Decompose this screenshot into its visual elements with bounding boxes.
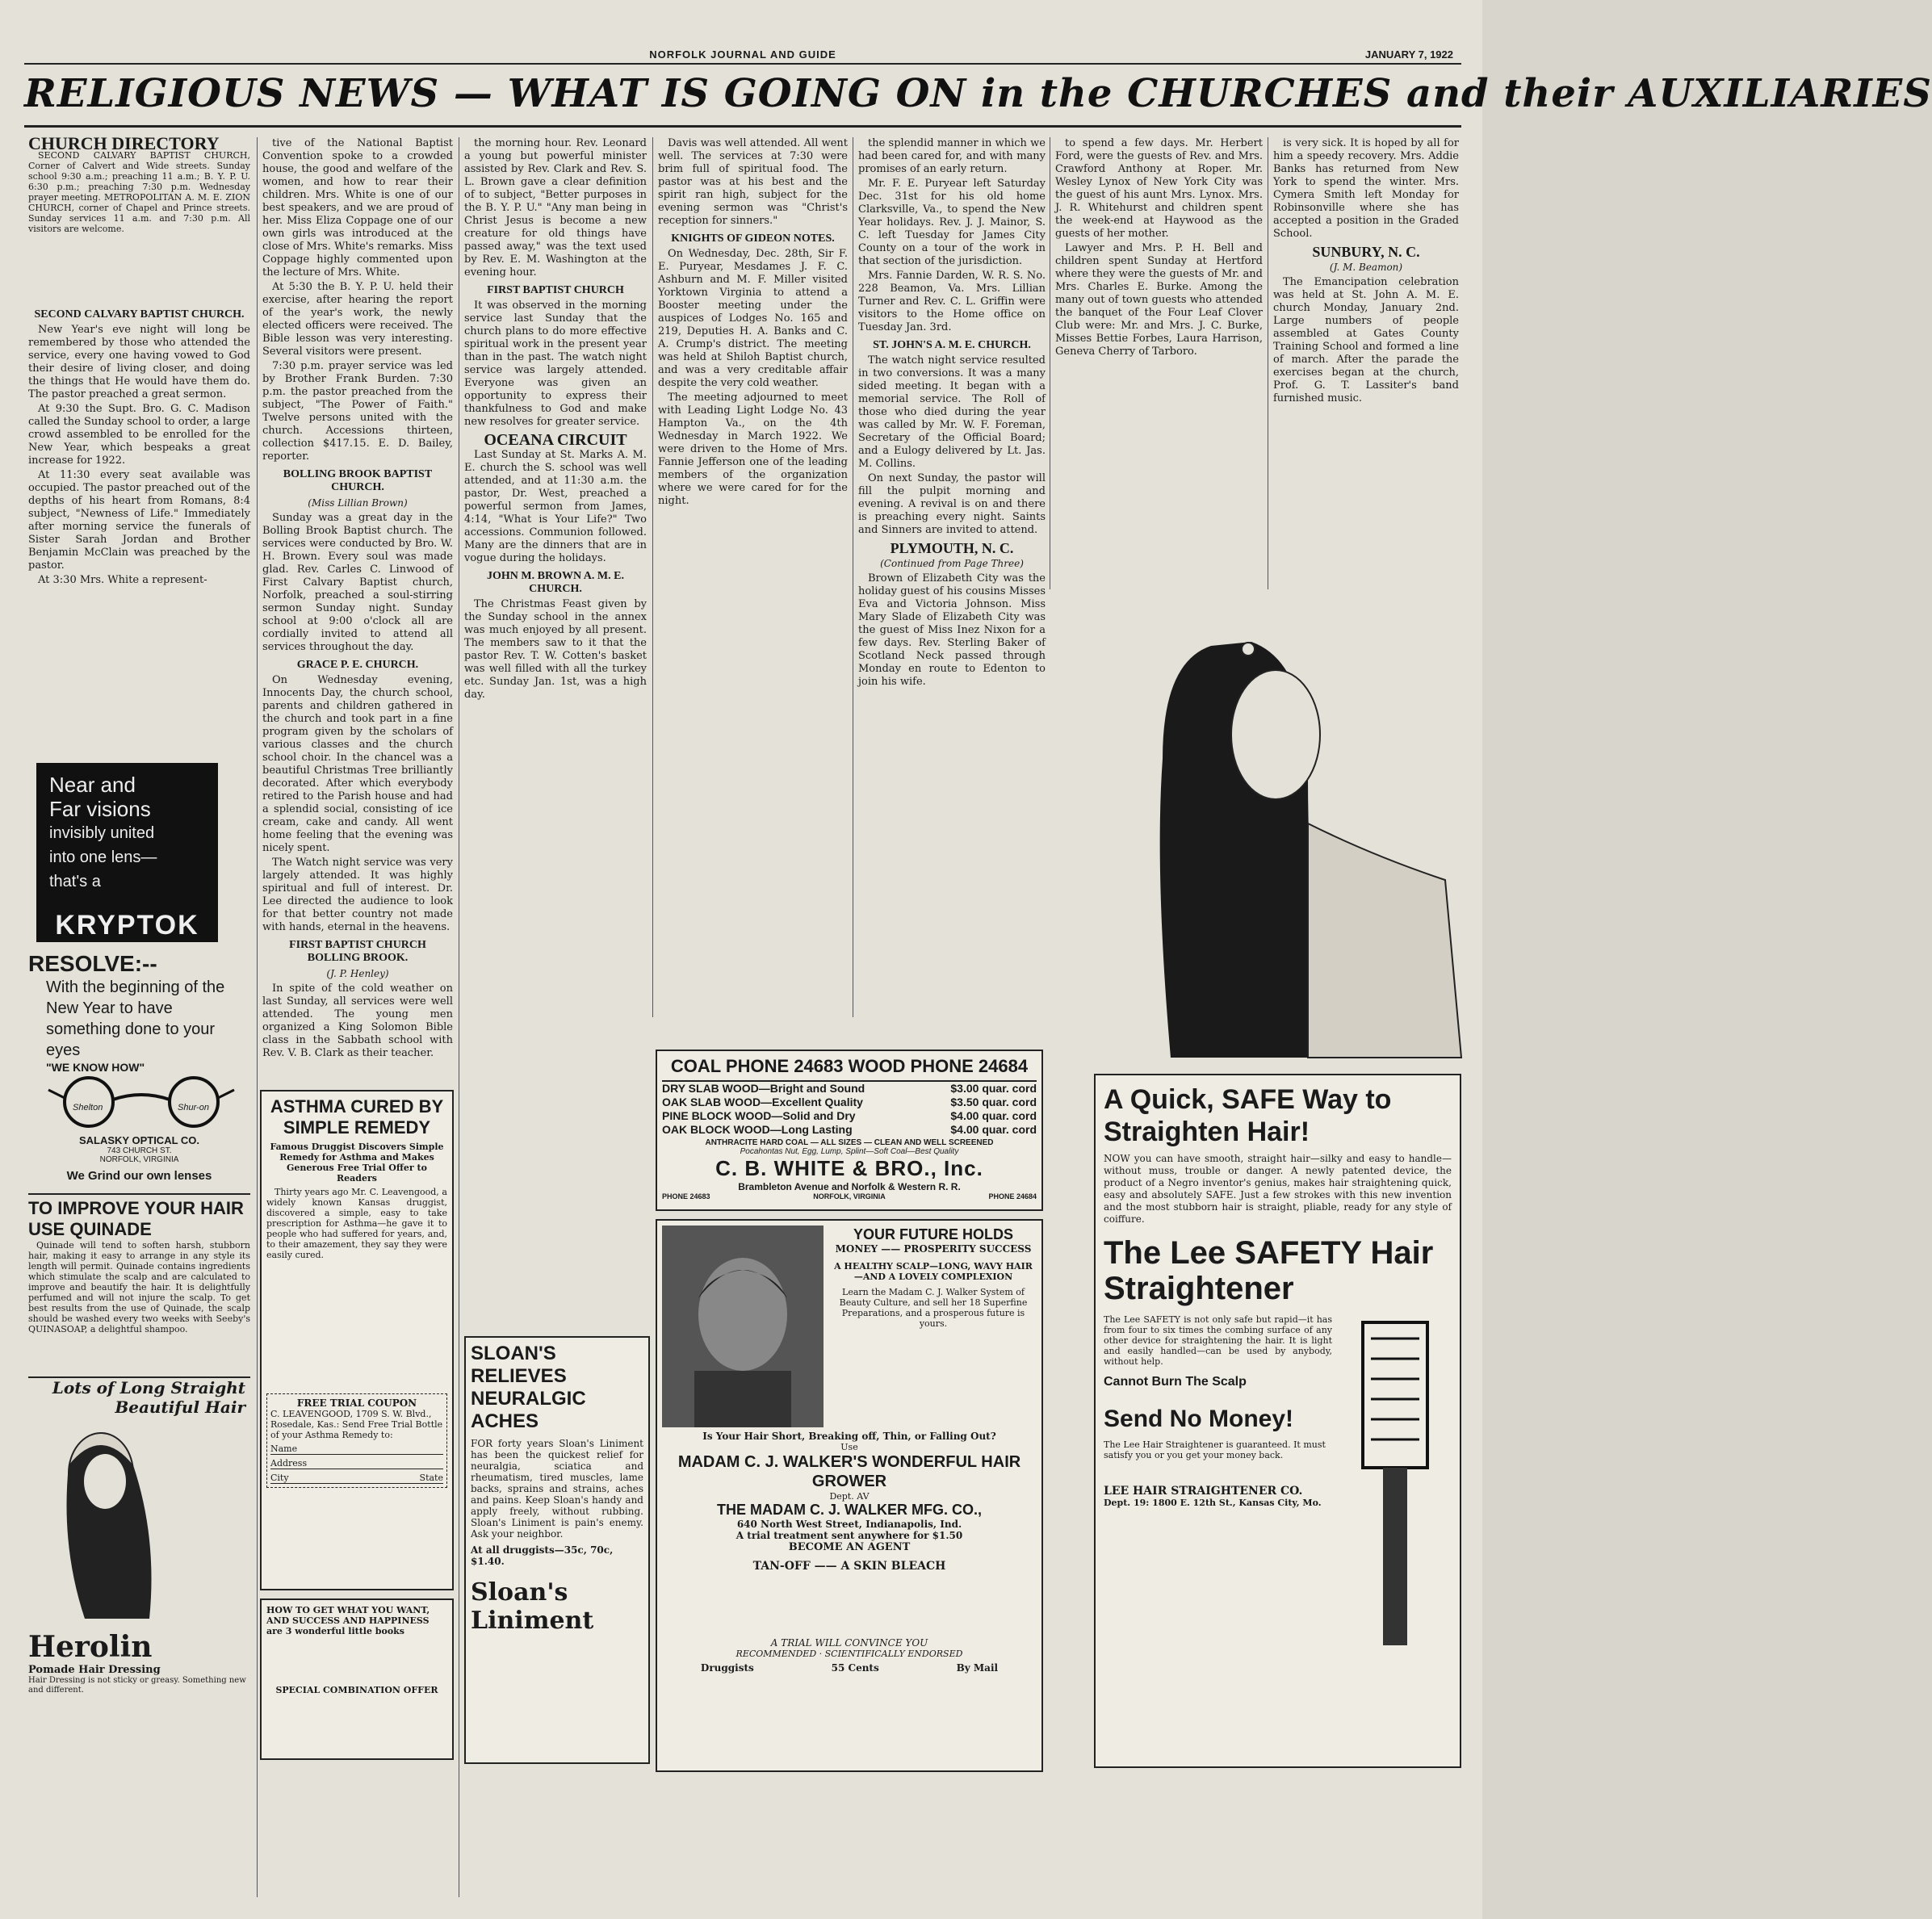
article-paragraph: The Watch night service was very largely attended. It was highly spiritual and full of interest. Dr. Lee directed the audience to look for that better country not made with hands, eternal in the heavens.	[262, 857, 453, 933]
walker-address: 640 North West Street, Indianapolis, Ind.	[736, 1519, 962, 1530]
walker-druggists: Druggists	[700, 1662, 754, 1674]
asthma-ad	[260, 1090, 454, 1590]
article-paragraph: The Emancipation celebration was held at St. John A. M. E. church Monday, January 2nd. Large numbers of people assembled at Gates County Training School and formed a line of march. After the parade the exercises began at the church, Prof. G. T. Lassiter's band furnished music.	[1273, 276, 1459, 404]
sloans-ad	[464, 1336, 650, 1764]
lee-burn: Cannot Burn The Scalp	[1104, 1375, 1247, 1389]
coal-phone: PHONE 24683	[662, 1192, 710, 1200]
article-paragraph: At 9:30 the Supt. Bro. G. C. Madison called the Sunday school to order, a large crowd assembled to be enrolled for the New Year, which bespeaks a great increase for 1922.	[28, 403, 250, 467]
walker-dept: Dept. AV	[829, 1491, 870, 1502]
article-paragraph: The Christmas Feast given by the Sunday school in the annex was much enjoyed by all present. The members saw to it that the pastor Rev. T. W. Cotten's basket was well filled with all the turkey etc. Sunday Jan. 1st, was a high day.	[464, 598, 647, 701]
walker-agent: BECOME AN AGENT	[788, 1541, 911, 1553]
kryptok-ad	[36, 763, 218, 908]
article-heading: GRACE P. E. CHURCH.	[296, 659, 419, 671]
quinade-title: TO IMPROVE YOUR HAIR USE QUINADE	[28, 1198, 244, 1239]
coupon-address-field: Address	[270, 1458, 443, 1469]
coupon-state-label: State	[419, 1473, 443, 1483]
article-byline: (J. M. Beamon)	[1329, 262, 1403, 273]
lee-send: Send No Money!	[1104, 1406, 1294, 1432]
herolin-sub: Pomade Hair Dressing	[28, 1664, 161, 1676]
walker-convince: A TRIAL WILL CONVINCE YOU	[770, 1637, 928, 1649]
article-byline: (Continued from Page Three)	[880, 558, 1024, 569]
paper-name: NORFOLK JOURNAL AND GUIDE	[649, 48, 836, 61]
directory-text: SECOND CALVARY BAPTIST CHURCH, Corner of Calvert and Wide streets. Sunday school 9:30 a.m.; preaching 11 a.m.; B. Y. P. U. 6:30 p.m.; preaching 7:30 p.m. Wednesday prayer meeting. METROPOLITAN A. M. E. ZION CHURCH, corner of Chapel and Prince streets. Sunday services 11 a.m. and 7:30 p.m. All visitors are welcome.	[28, 150, 250, 234]
coal-item-price: $4.00 quar. cord	[950, 1123, 1037, 1136]
herolin-ad	[28, 1376, 250, 1776]
coal-company: C. B. WHITE & BRO., Inc.	[715, 1156, 983, 1180]
sloans-title: SLOAN'S RELIEVES NEURALGIC ACHES	[471, 1343, 586, 1432]
masthead	[24, 47, 1461, 65]
article-paragraph: New Year's eve night will long be remembered by those who attended the service, every one having vowed to God their desire of living closer, and doing the things that He would have them do. The pastor preached a great sermon.	[28, 324, 250, 400]
lee-body: The Lee SAFETY is not only safe but rapid—it has from four to six times the combing surface of any other device for straightening the hair. It is light and easily handled—can be used by anybody, without help.	[1104, 1314, 1332, 1367]
walker-trial: A trial treatment sent anywhere for $1.50	[736, 1530, 963, 1541]
coal-item-name: OAK BLOCK WOOD—Long Lasting	[662, 1123, 853, 1136]
walker-mail: By Mail	[956, 1662, 999, 1674]
article-heading: OCEANA CIRCUIT	[484, 431, 627, 449]
coupon-title: FREE TRIAL COUPON	[296, 1397, 417, 1409]
salasky-tagline: We Grind our own lenses	[66, 1169, 212, 1183]
asthma-text: Thirty years ago Mr. C. Leavengood, a widely known Kansas druggist, discovered a simple, easy to take prescription for Asthma—he gave it to people who had suffered for years, and, to their amazement, they say they were easily cured.	[266, 1187, 447, 1260]
kryptok-line: Far visions	[49, 797, 151, 821]
quinade-ad	[28, 1193, 250, 1371]
column-rule	[652, 137, 653, 1017]
walker-learn: Learn the Madam C. J. Walker System of Beauty Culture, and sell her 18 Superfine Preparations, and a prosperous future is yours.	[839, 1287, 1028, 1329]
coupon-city-field	[270, 1473, 443, 1484]
quinade-text: Quinade will tend to soften harsh, stubborn hair, making it easy to arrange in any style its length will permit. Quinade contains ingredients which stimulate the scalp and are calculated to improve and beautify the hair. It is delightfully perfumed and will not injure the scalp. To get best results from the use of Quinade, the scalp should be washed every two weeks with Seeby's QUINASOAP, a delightful shampoo.	[28, 1240, 250, 1335]
resolve-title: RESOLVE:--	[28, 951, 157, 976]
article-paragraph: Davis was well attended. All went well. The services at 7:30 were brim full of spiritual food. The pastor was at his best and the spirit ran high, subject for the evening sermon was "Christ's reception for sinners."	[658, 137, 848, 227]
article-paragraph: It was observed in the morning service last Sunday that the church plans to do more effective spiritual work in the present year than in the past. The watch night service was largely attended. Everyone was given an opportunity to express their thankfulness to God and make new resolves for greater service.	[464, 300, 647, 428]
walker-price: 55 Cents	[831, 1662, 879, 1674]
success-title: HOW TO GET WHAT YOU WANT, AND SUCCESS AND HAPPINESS are 3 wonderful little books	[266, 1605, 430, 1636]
article-paragraph: On Wednesday, Dec. 28th, Sir F. E. Puryear, Mesdames J. F. C. Ashburn and M. F. Miller visited Yorktown Virginia to attend a Booster meeting under the auspices of Lodges No. 165 and 219, Deputies H. A. Banks and C. A. Crump's district. The meeting was held at Shiloh Baptist church, and was a very creditable affair despite the very cold weather.	[658, 248, 848, 389]
asthma-coupon	[266, 1393, 447, 1488]
coal-price-row	[662, 1123, 1037, 1137]
article-paragraph: tive of the National Baptist Convention spoke to a crowded house, the good and welfare of the women, and how to rear their children. Mrs. White is one of our best speakers, and we are proud of her. Miss Eliza Coppage one of our own girls was introduced at the close of Mrs. White's remarks. Miss Coppage highly commented upon the lecture of Mrs. White.	[262, 137, 454, 279]
comb-icon	[1339, 1314, 1452, 1653]
column-1	[28, 133, 250, 751]
lee-title: A Quick, SAFE Way to Straighten Hair!	[1104, 1084, 1392, 1147]
coal-item-name: DRY SLAB WOOD—Bright and Sound	[662, 1082, 865, 1095]
success-offer: SPECIAL COMBINATION OFFER	[275, 1685, 438, 1695]
article-paragraph: At 3:30 Mrs. White a represent-	[38, 574, 207, 586]
walker-short: Is Your Hair Short, Breaking off, Thin, or Falling Out?	[702, 1431, 996, 1442]
woman-portrait-icon	[36, 1417, 198, 1627]
coal-price-row	[662, 1109, 1037, 1123]
eyeglasses-icon	[44, 1074, 238, 1130]
sloans-brand: Sloan's Liniment	[471, 1578, 594, 1635]
article-paragraph: At 11:30 every seat available was occupied. The pastor preached out of the depths of his heart from Romans, 8:4 subject, "Newness of Life." Immediately after morning service the funerals of Sister Sarah Jordan and Brother Benjamin McClain was preached by the pastor.	[28, 469, 250, 572]
lee-straightener-ad	[1094, 1074, 1461, 1768]
walker-tanoff: TAN-OFF —— A SKIN BLEACH	[752, 1560, 946, 1573]
kryptok-line: that's a	[49, 873, 101, 890]
walker-portrait-icon	[662, 1226, 824, 1427]
article-heading: JOHN M. BROWN A. M. E. CHURCH.	[487, 570, 624, 595]
column-3	[464, 137, 647, 1332]
article-paragraph: 7:30 p.m. prayer service was led by Brother Frank Burden. 7:30 p.m. the pastor preached from the subject, "The Power of Faith." Twelve persons united with the church. Accessions thirteen, collection $417.15. E. D. Bailey, reporter.	[262, 360, 453, 463]
article-paragraph: Sunday was a great day in the Bolling Brook Baptist church. The services were conducted by Bro. W. H. Brown. Every soul was made glad. Rev. Carles C. Linwood of First Calvary Baptist church, Norfolk, preached a soul-stirring sermon Sunday night. Sunday school at 9:00 o'clock all are cordially invited to attend all services throughout the day.	[262, 512, 453, 653]
lee-company: LEE HAIR STRAIGHTENER CO.	[1104, 1485, 1303, 1498]
walker-use: Use	[840, 1442, 858, 1452]
page-headline: RELIGIOUS NEWS — WHAT IS GOING ON in the CHURCHES and their AUXILIARIES	[24, 71, 1461, 128]
article-heading: SECOND CALVARY BAPTIST CHURCH.	[34, 308, 245, 321]
resolve-motto: "WE KNOW HOW"	[46, 1061, 145, 1074]
article-heading: SUNBURY, N. C.	[1312, 244, 1420, 260]
walker-future: YOUR FUTURE HOLDS	[853, 1226, 1013, 1242]
article-heading: FIRST BAPTIST CHURCH BOLLING BROOK.	[289, 939, 426, 964]
resolve-text: With the beginning of the New Year to have something done to your eyes	[46, 978, 225, 1059]
article-heading: ST. JOHN'S A. M. E. CHURCH.	[873, 339, 1031, 351]
lee-brand: The Lee SAFETY Hair Straightener	[1104, 1235, 1434, 1306]
article-paragraph: Brown of Elizabeth City was the holiday guest of his cousins Misses Eva and Victoria Johnson. Miss Mary Slade of Elizabeth City was the guest of Miss Inez Nixon for a few days. Rev. Sterling Baker of Scotland Neck passed through Monday en route to Edenton to join his wife.	[858, 572, 1046, 688]
lee-guarantee: The Lee Hair Straightener is guaranteed. It must satisfy you or you get your money back.	[1104, 1439, 1326, 1460]
walker-money: MONEY —— PROSPERITY SUCCESS	[835, 1243, 1032, 1255]
article-byline: (J. P. Henley)	[326, 968, 389, 979]
coal-item-name: PINE BLOCK WOOD—Solid and Dry	[662, 1109, 856, 1122]
success-books-ad	[260, 1598, 454, 1760]
coal-footer	[662, 1192, 1037, 1200]
coal-price-row	[662, 1082, 1037, 1096]
walker-footer	[662, 1662, 1037, 1674]
article-paragraph: On Wednesday evening, Innocents Day, the church school, parents and children gathered in the church and took part in a fine program given by the scholars of various classes and the church school choir. In the chancel was a beautiful Christmas Tree brilliantly decorated. After which everybody retired to the Parish house and had a splendid social, consisting of ice cream, cake and candy. All went home feeling that the evening was nicely spent.	[262, 674, 453, 854]
coupon-text: C. LEAVENGOOD, 1709 S. W. Blvd., Rosedale, Kas.: Send Free Trial Bottle of your Asthma Remedy to:	[270, 1409, 443, 1440]
article-heading: BOLLING BROOK BAPTIST CHURCH.	[283, 468, 433, 493]
column-6	[1055, 137, 1263, 589]
walker-endorsed: RECOMMENDED · SCIENTIFICALLY ENDORSED	[736, 1649, 963, 1659]
article-paragraph: At 5:30 the B. Y. P. U. held their exercise, after hearing the report of the year's work, the newly elected officers were received. The Bible lesson was very interesting. Several visitors were present.	[262, 281, 453, 358]
salasky-city: NORFOLK, VIRGINIA	[99, 1155, 179, 1164]
article-paragraph: the splendid manner in which we had been cared for, and with many promises of an early return.	[858, 137, 1046, 175]
coal-price-list	[662, 1082, 1037, 1137]
herolin-brand: Herolin	[28, 1630, 153, 1664]
kryptok-line: invisibly united	[49, 824, 155, 842]
woman-hair-illustration-icon	[1066, 614, 1461, 1058]
article-paragraph: Mr. F. E. Puryear left Saturday Dec. 31st for his old home Clarksville, Va., to spend the New Year holidays. Rev. J. J. Mainor, S. C. left Tuesday for James City County on a tour of the work in that section of the jurisdiction.	[858, 178, 1046, 267]
article-paragraph: The watch night service resulted in two conversions. It was a many sided meeting. It began with a memorial service. The Roll of those who died during the year was called by Mr. W. F. Foreman, Secretary of the Official Board; and a Eulogy delivered by Lt. Jas. M. Collins.	[858, 354, 1046, 470]
lee-dept: Dept. 19: 1800 E. 12th St., Kansas City, Mo.	[1104, 1498, 1322, 1508]
coal-anthracite: ANTHRACITE HARD COAL — ALL SIZES — CLEAN AND WELL SCREENED	[705, 1138, 994, 1147]
glasses-label: Shur-on	[178, 1103, 209, 1112]
article-paragraph: is very sick. It is hoped by all for him a speedy recovery. Mrs. Addie Banks has returned from New York to spend the winter. Mrs. Cymera Smith left Monday for Robinsonville where she has accepted a position in the Graded School.	[1273, 137, 1459, 240]
article-paragraph: In spite of the cold weather on last Sunday, all services were well attended. The young men organized a King Solomon Bible class in the Sabbath school with Rev. V. B. Clark as their teacher.	[262, 983, 453, 1059]
asthma-title: ASTHMA CURED BY SIMPLE REMEDY	[270, 1096, 444, 1138]
glasses-label: Shelton	[73, 1103, 103, 1112]
directory-title: CHURCH DIRECTORY	[28, 133, 220, 153]
kryptok-line: Near and	[49, 773, 136, 797]
coal-title: COAL PHONE 24683 WOOD PHONE 24684	[662, 1056, 1037, 1082]
coal-ad	[656, 1050, 1043, 1211]
asthma-sub: Famous Druggist Discovers Simple Remedy for Asthma and Makes Generous Free Trial Offer to Readers	[270, 1142, 444, 1184]
sloans-text: FOR forty years Sloan's Liniment has been the quickest relief for neuralgia, sciatica and rheumatism, tired muscles, lame backs, sprains and strains, aches and pains. Keep Sloan's handy and apply freely, without rubbing. Sloan's Liniment is pain's enemy. Ask your neighbor.	[471, 1438, 643, 1540]
walker-grower: MADAM C. J. WALKER'S WONDERFUL HAIR GROWER	[677, 1453, 1021, 1490]
walker-company: THE MADAM C. J. WALKER MFG. CO.,	[717, 1502, 982, 1518]
salasky-address: 743 CHURCH ST.	[107, 1146, 172, 1155]
sloans-price: At all druggists—35c, 70c, $1.40.	[471, 1544, 614, 1567]
salasky-company: SALASKY OPTICAL CO.	[78, 1134, 200, 1146]
column-7	[1273, 137, 1459, 589]
article-byline: (Miss Lillian Brown)	[308, 497, 408, 509]
column-rule	[257, 137, 258, 1897]
article-paragraph: to spend a few days. Mr. Herbert Ford, were the guests of Rev. and Mrs. Crawford Anthony at Roper. Mr. Wesley Lynox of New York City was the guest of his aunt Mrs. Lynox. Mrs. J. R. Whitehurst and children spent the week-end at Haywood as the guests of her mother.	[1055, 137, 1263, 240]
article-paragraph: Last Sunday at St. Marks A. M. E. church the S. school was well attended, and at 11:30 a.m. the pastor, Dr. West, preached a powerful sermon from James, 4:14, "What is Your Life?" Two accessions. Communion followed. Many are the dinners that are in vogue during the holidays.	[464, 449, 647, 564]
coal-address: Brambleton Avenue and Norfolk & Western R. R.	[738, 1181, 961, 1192]
coupon-city-label: City	[270, 1473, 289, 1483]
coupon-name-field: Name	[270, 1443, 443, 1455]
walker-ad	[656, 1219, 1043, 1772]
article-paragraph: The meeting adjourned to meet with Leading Light Lodge No. 43 Hampton Va., on the 4th Wednesday in March 1922. We were driven to the Home of Mrs. Fannie Jefferson one of the leading members of the organization where we were cared for for the night.	[658, 392, 848, 507]
article-heading: PLYMOUTH, N. C.	[890, 540, 1014, 556]
article-heading: FIRST BAPTIST CHURCH	[487, 284, 624, 296]
column-4	[658, 137, 848, 1009]
walker-healthy: A HEALTHY SCALP—LONG, WAVY HAIR—AND A LOVELY COMPLEXION	[834, 1261, 1033, 1282]
article-paragraph: Mrs. Fannie Darden, W. R. S. No. 228 Beamon, Va. Mrs. Lillian Turner and Rev. C. L. Griffin were visitors to the Home office on Tuesday Jan. 3rd.	[858, 270, 1046, 333]
article-paragraph: Lawyer and Mrs. P. H. Bell and children spent Sunday at Hertford where they were the guests of Mr. and Mrs. Charles E. Burke. Among the many out of town guests who attended the banquet of the Four Leaf Clover Club were: Mr. and Mrs. J. C. Burke, Misses Bettie Forbes, Laura Harrison, Geneva Cherry of Tarboro.	[1055, 242, 1263, 358]
coal-phone: PHONE 24684	[988, 1192, 1037, 1200]
coal-item-price: $3.00 quar. cord	[950, 1082, 1037, 1095]
salasky-ad	[28, 951, 250, 1185]
kryptok-brand: KRYPTOK	[36, 908, 218, 942]
kryptok-line: into one lens—	[49, 848, 157, 866]
article-paragraph: the morning hour. Rev. Leonard a young but powerful minister assisted by Rev. Clark and Rev. S. L. Brown gave a clear definition of to subject, "Better purposes in the B. Y. P. U." "Any man being in Christ Jesus is become a new creature for old things have passed away," was the text used by Rev. E. M. Washington at the evening hour.	[464, 137, 647, 279]
coal-city: NORFOLK, VIRGINIA	[813, 1192, 886, 1200]
lee-text: NOW you can have smooth, straight hair—silky and easy to handle—without muss, trouble or danger. A newly patented device, the product of a Negro inventor's genius, makes hair straightening quick, easy and absolutely SAFE. Just a few strokes with this new invention and the most stubborn hair is straight, pliable, ready for any style of coiffure.	[1104, 1153, 1452, 1225]
herolin-title: Lots of Long Straight Beautiful Hair	[52, 1378, 245, 1417]
issue-date: JANUARY 7, 1922	[1364, 48, 1453, 61]
herolin-text: Hair Dressing is not sticky or greasy. Something new and different.	[28, 1676, 246, 1695]
column-2	[262, 137, 453, 1082]
coal-item-price: $3.50 quar. cord	[950, 1096, 1037, 1108]
article-paragraph: On next Sunday, the pastor will fill the pulpit morning and evening. A revival is on and there is preaching every night. Saints and Sinners are invited to attend.	[858, 472, 1046, 536]
column-5	[858, 137, 1046, 1009]
coal-item-price: $4.00 quar. cord	[950, 1109, 1037, 1122]
article-heading: KNIGHTS OF GIDEON NOTES.	[671, 233, 835, 245]
coal-item-name: OAK SLAB WOOD—Excellent Quality	[662, 1096, 863, 1108]
coal-price-row	[662, 1096, 1037, 1109]
coal-pocahontas: Pocahontas Nut, Egg, Lump, Splint—Soft Coal—Best Quality	[740, 1147, 959, 1156]
